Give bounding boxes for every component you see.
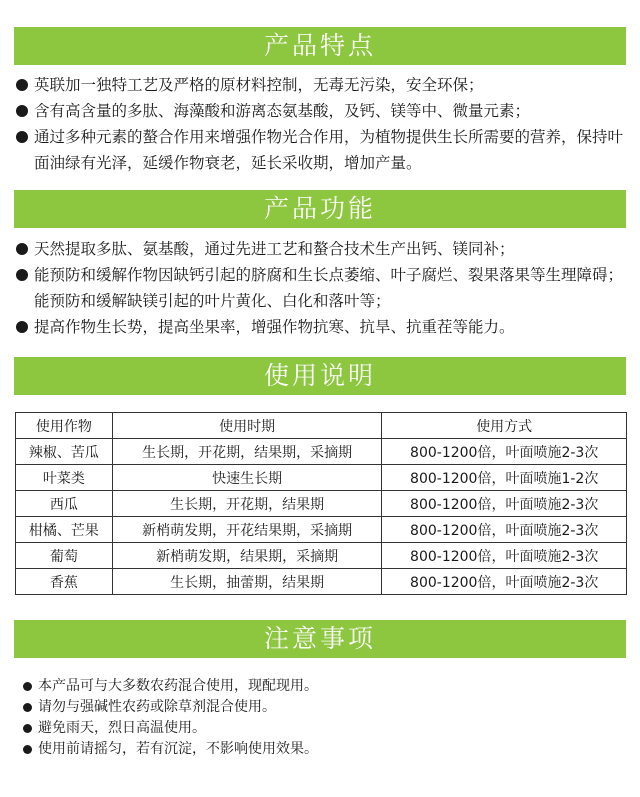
list-item: 请勿与强碱性农药或除草剂混合使用。 [22,697,622,718]
cell-period: 新梢萌发期，结果期，采摘期 [112,543,382,569]
table-row [16,517,627,543]
bullet-icon [23,745,32,754]
cell-method: 800-1200倍，叶面喷施2-3次 [382,569,627,595]
table-row [16,543,627,569]
cell-period: 生长期，开花期，结果期，采摘期 [112,439,382,465]
cell-period: 新梢萌发期，开花结果期，采摘期 [112,517,382,543]
banner-product-functions: 产品功能 [14,190,626,228]
bullet-icon [16,243,28,255]
cell-method: 800-1200倍，叶面喷施2-3次 [382,439,627,465]
list-item: 英联加一独特工艺及严格的原材料控制，无毒无污染，安全环保； [14,72,630,98]
cell-period: 快速生长期 [112,465,382,491]
bullet-icon [23,682,32,691]
cell-period: 生长期，抽蕾期，结果期 [112,569,382,595]
list-item: 避免雨天，烈日高温使用。 [22,718,622,739]
list-item: 天然提取多肽、氨基酸，通过先进工艺和螯合技术生产出钙、镁同补； [14,236,630,262]
table-row [16,569,627,595]
cell-crop: 柑橘、芒果 [16,517,113,543]
list-item: 含有高含量的多肽、海藻酸和游离态氨基酸，及钙、镁等中、微量元素； [14,98,630,124]
column-header-crop: 使用作物 [16,413,113,439]
list-item: 能预防和缓解作物因缺钙引起的脐腐和生长点萎缩、叶子腐烂、裂果落果等生理障碍；能预防和缓解缺镁引起的叶片黄化、白化和落叶等； [14,262,630,314]
cell-crop: 香蕉 [16,569,113,595]
banner-product-features: 产品特点 [14,27,626,65]
bullet-icon [16,269,28,281]
table-row [16,491,627,517]
banner-precautions: 注意事项 [14,620,626,658]
table-row [16,465,627,491]
cell-period: 生长期，开花期，结果期 [112,491,382,517]
cell-method: 800-1200倍，叶面喷施2-3次 [382,491,627,517]
features-list [14,72,630,176]
list-item: 提高作物生长势，提高坐果率，增强作物抗寒、抗旱、抗重茬等能力。 [14,314,630,340]
bullet-icon [16,79,28,91]
bullet-icon [16,321,28,333]
bullet-icon [23,724,32,733]
cell-crop: 叶菜类 [16,465,113,491]
bullet-icon [16,131,28,143]
cell-crop: 西瓜 [16,491,113,517]
functions-list [14,236,630,340]
cell-method: 800-1200倍，叶面喷施1-2次 [382,465,627,491]
usage-table [15,412,627,595]
table-row [16,439,627,465]
bullet-icon [16,105,28,117]
banner-usage-instructions: 使用说明 [14,357,626,395]
table-header-row [16,413,627,439]
list-item: 本产品可与大多数农药混合使用，现配现用。 [22,676,622,697]
column-header-period: 使用时期 [112,413,382,439]
cell-crop: 葡萄 [16,543,113,569]
list-item: 通过多种元素的螯合作用来增强作物光合作用，为植物提供生长所需要的营养，保持叶面油绿有光泽，延缓作物衰老，延长采收期，增加产量。 [14,124,630,176]
cell-method: 800-1200倍，叶面喷施2-3次 [382,543,627,569]
precautions-list [22,676,622,760]
column-header-method: 使用方式 [382,413,627,439]
bullet-icon [23,703,32,712]
list-item: 使用前请摇匀，若有沉淀，不影响使用效果。 [22,739,622,760]
cell-method: 800-1200倍，叶面喷施2-3次 [382,517,627,543]
cell-crop: 辣椒、苦瓜 [16,439,113,465]
